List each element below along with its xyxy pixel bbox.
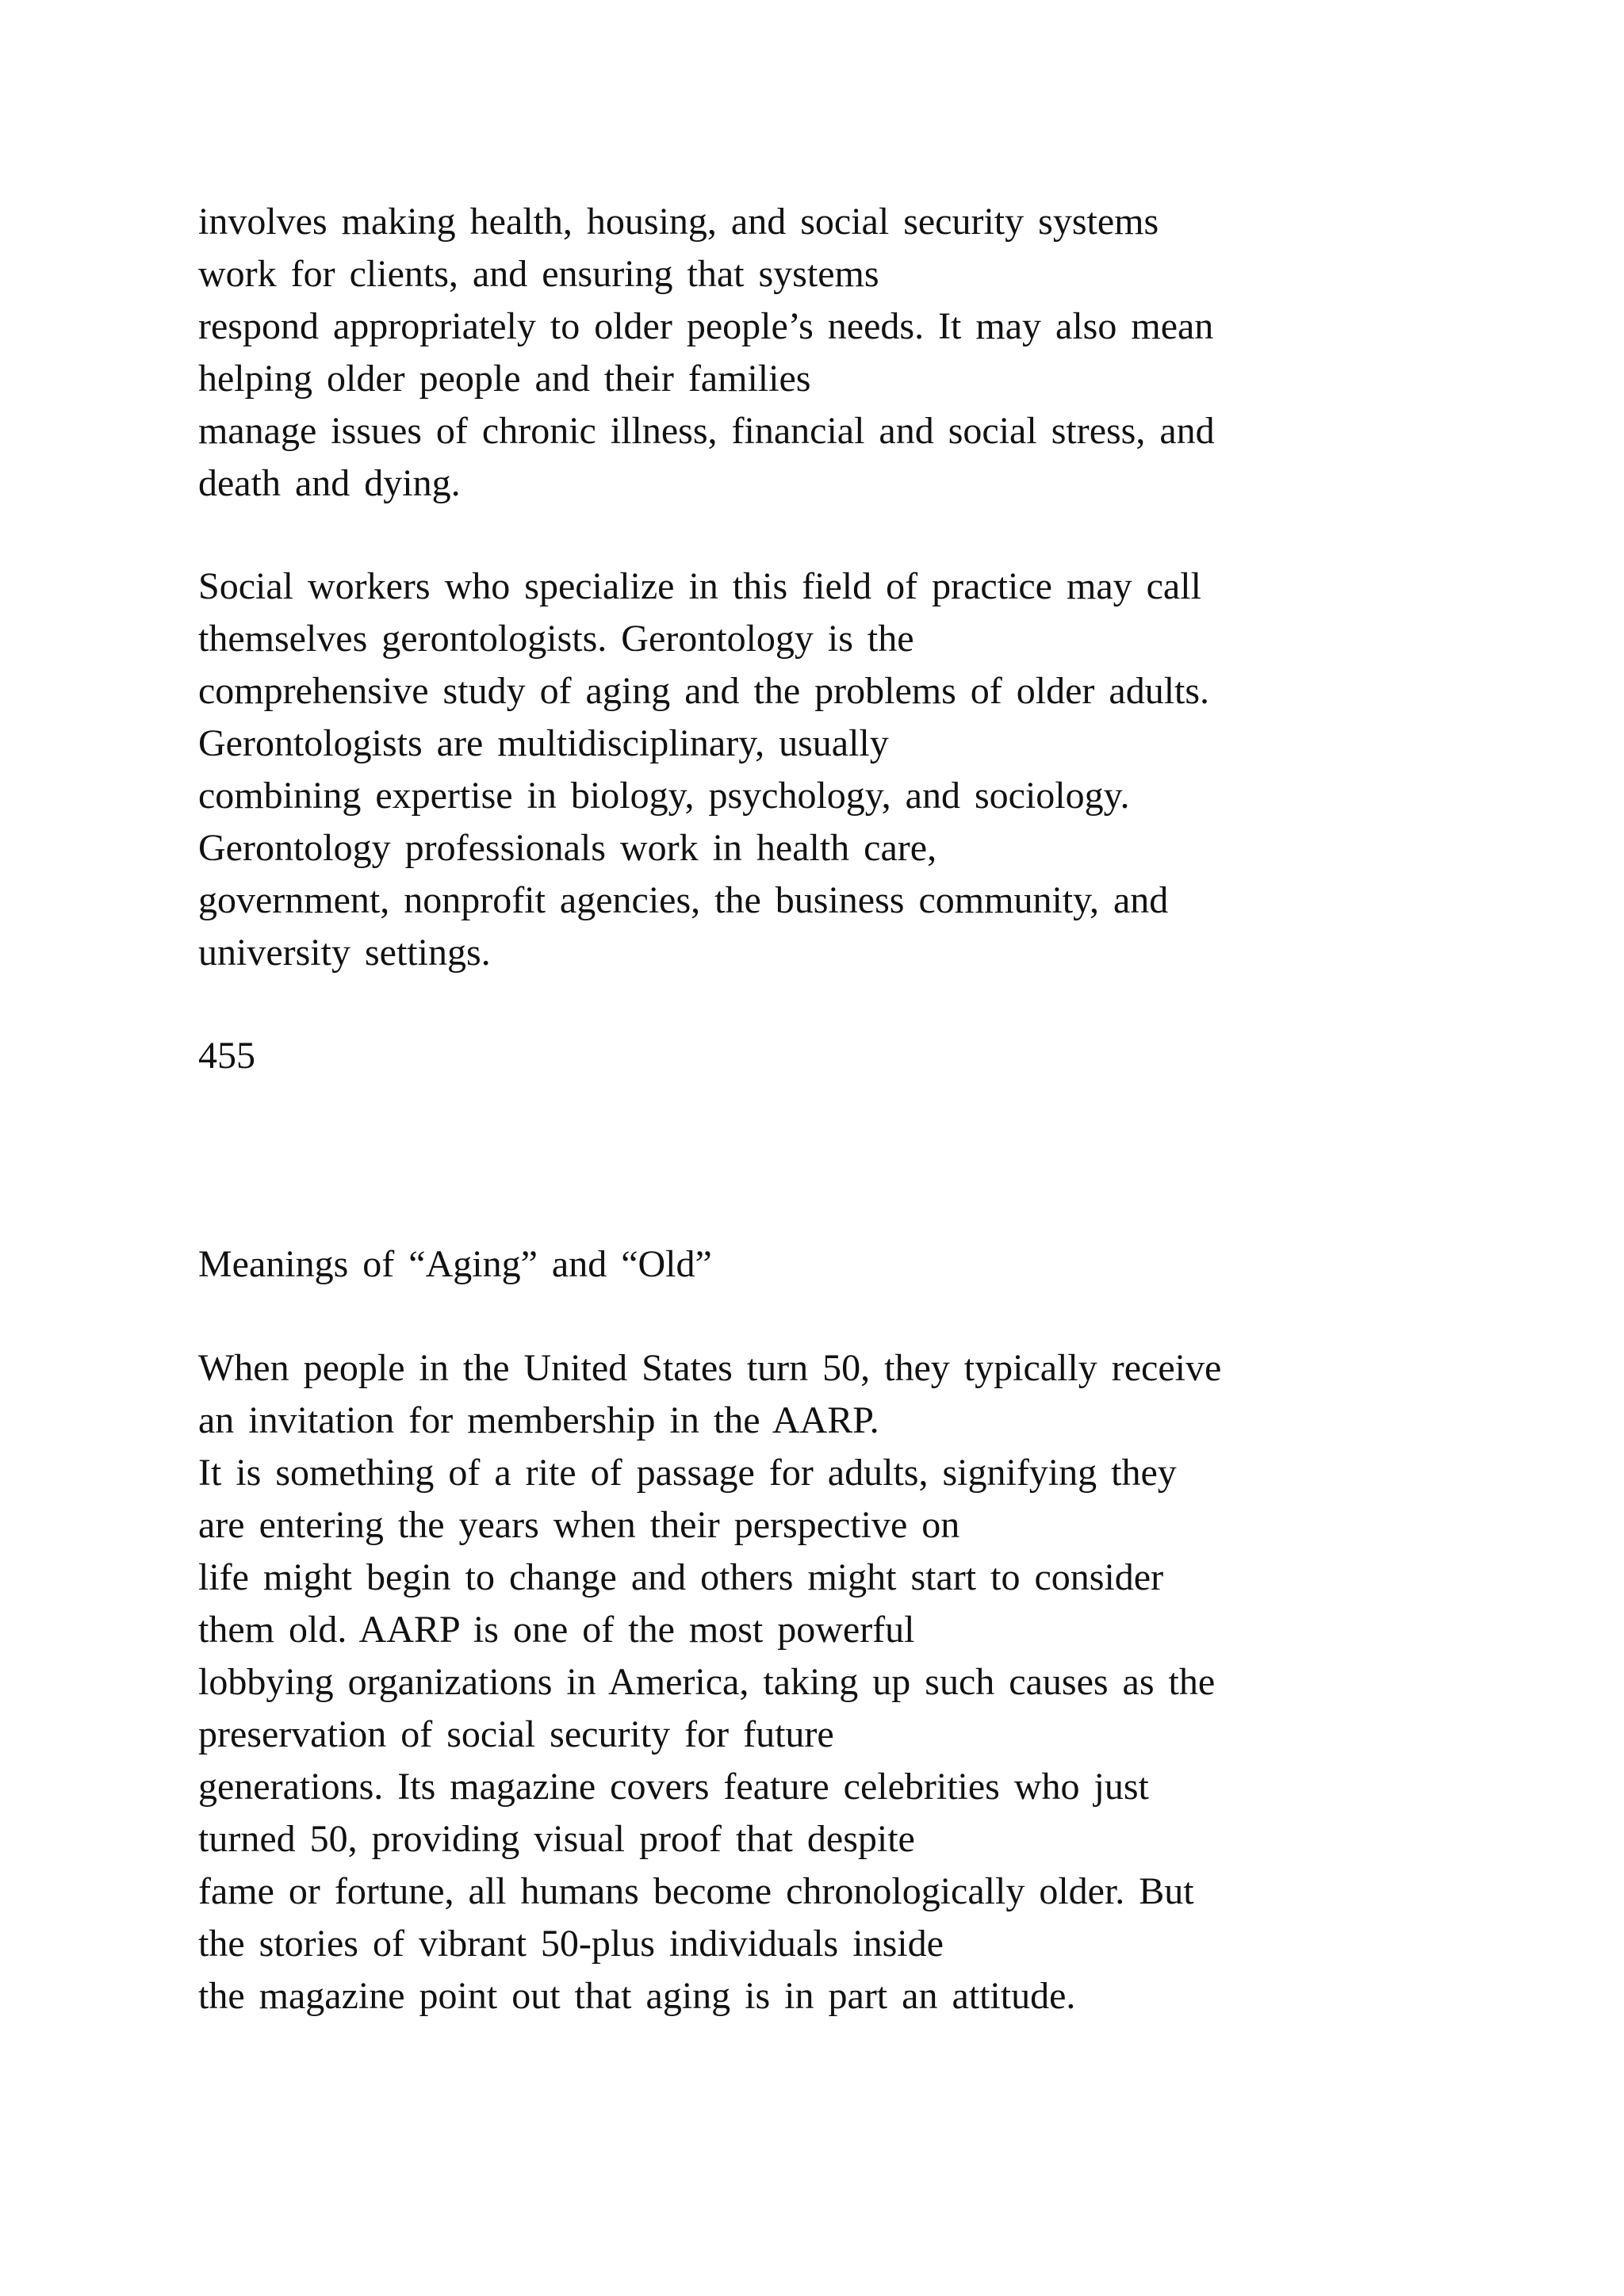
text-line: death and dying. (198, 462, 461, 504)
text-line: lobbying organizations in America, taking up such causes as the (198, 1661, 1216, 1703)
page-number-text: 455 (198, 1035, 255, 1077)
text-line: helping older people and their families (198, 358, 811, 400)
text-line: an invitation for membership in the AARP. (198, 1399, 879, 1441)
text-line: work for clients, and ensuring that systems (198, 253, 879, 295)
paragraph-social-work-systems (198, 196, 1546, 510)
text-line: turned 50, providing visual proof that despite (198, 1818, 915, 1860)
text-line: preservation of social security for future (198, 1713, 834, 1755)
text-line: the stories of vibrant 50-plus individuals inside (198, 1923, 944, 1965)
text-line: manage issues of chronic illness, financial and social stress, and (198, 410, 1215, 452)
text-line: Gerontologists are multidisciplinary, usually (198, 722, 889, 764)
paragraph-aarp (198, 1342, 1546, 2022)
text-line: themselves gerontologists. Gerontology is the (198, 618, 914, 660)
text-line: them old. AARP is one of the most powerful (198, 1609, 915, 1651)
text-line: It is something of a rite of passage for adults, signifying they (198, 1452, 1177, 1494)
text-line: combining expertise in biology, psychology, and sociology. (198, 775, 1130, 817)
text-line: Social workers who specialize in this field of practice may call (198, 565, 1201, 607)
text-line: fame or fortune, all humans become chronologically older. But (198, 1870, 1194, 1912)
text-line: involves making health, housing, and social security systems (198, 201, 1159, 243)
page-number (198, 1030, 1546, 1082)
paragraph-gerontologists (198, 561, 1546, 979)
text-line: government, nonprofit agencies, the business community, and (198, 879, 1169, 921)
text-line: comprehensive study of aging and the problems of older adults. (198, 670, 1210, 712)
text-line: respond appropriately to older people’s needs. It may also mean (198, 305, 1214, 347)
text-line: the magazine point out that aging is in part an attitude. (198, 1975, 1076, 2017)
text-line: are entering the years when their perspective on (198, 1504, 960, 1546)
text-line: life might begin to change and others might start to consider (198, 1556, 1164, 1598)
section-heading-text: Meanings of “Aging” and “Old” (198, 1243, 712, 1285)
section-heading (198, 1238, 1546, 1291)
text-line: Gerontology professionals work in health care, (198, 827, 937, 869)
text-line: university settings. (198, 932, 491, 974)
text-line: When people in the United States turn 50, they typically receive (198, 1347, 1222, 1389)
text-line: generations. Its magazine covers feature celebrities who just (198, 1766, 1149, 1808)
